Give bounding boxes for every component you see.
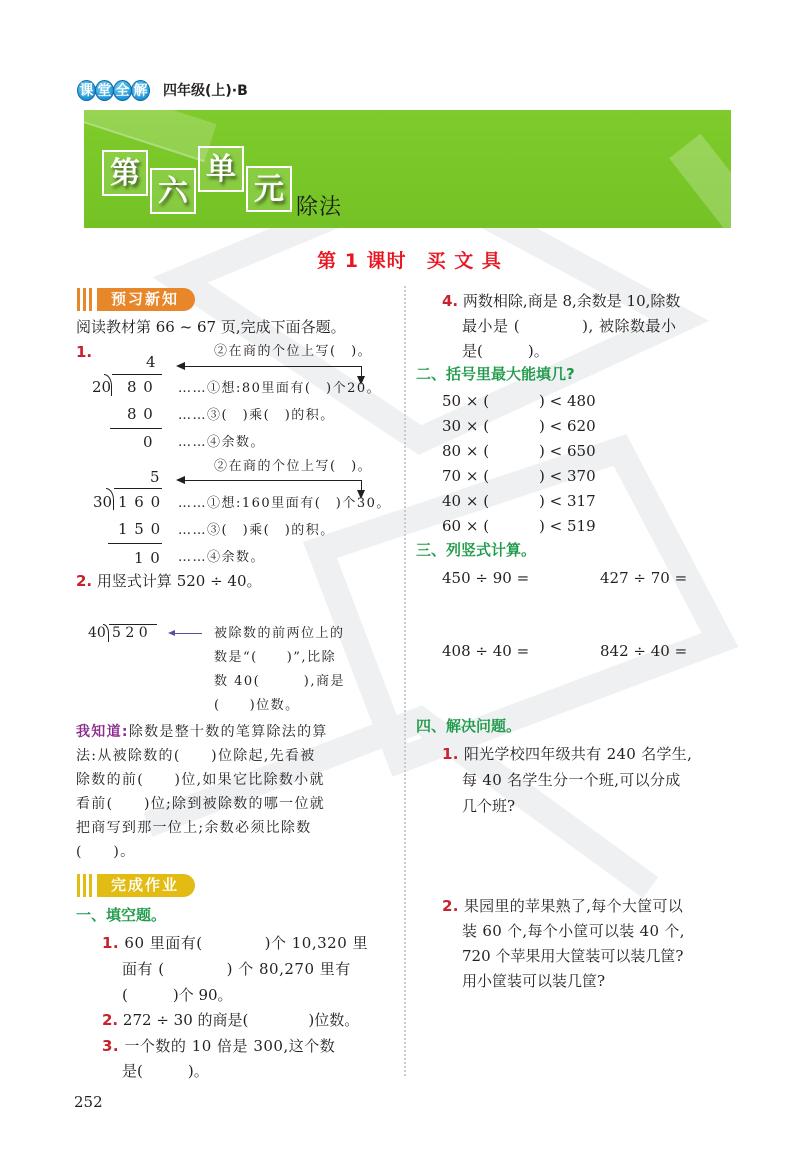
arrow-line <box>182 480 362 481</box>
step4-text: ……④余数。 <box>178 435 266 450</box>
fill-item-1 <box>102 930 368 956</box>
calc-item: 408 ÷ 40 = <box>442 642 530 660</box>
inequality-row <box>442 488 596 514</box>
product: 8 0 <box>127 405 154 423</box>
preview-intro: 阅读教材第 66 ~ 67 页,完成下面各题。 <box>76 318 346 336</box>
tag-label: 完成作业 <box>97 874 195 897</box>
question-text: 用竖式计算 520 ÷ 40。 <box>96 572 262 590</box>
step1-text: ……①想:160里面有( )个30。 <box>178 496 391 511</box>
calc-item: 842 ÷ 40 = <box>600 642 688 660</box>
step2-text: ②在商的个位上写( )。 <box>214 344 373 359</box>
step2-text: ②在商的个位上写( )。 <box>214 459 373 474</box>
tag-label: 预习新知 <box>97 288 195 311</box>
arrow-line <box>182 366 362 367</box>
know-block <box>76 720 328 864</box>
item-line: 60 里面有( )个 10,320 里 <box>124 934 369 952</box>
item-line: ( )个 90。 <box>122 986 233 1004</box>
fill-item-2 <box>102 1007 359 1033</box>
item-line: 装 60 个,每个小筐可以装 40 个, <box>462 922 685 940</box>
dividend: 5 2 0 <box>112 625 148 641</box>
inequality-row <box>442 388 596 414</box>
remainder: 1 0 <box>134 549 161 567</box>
item-number: 4. <box>442 292 459 310</box>
ineq-right: ) < 480 <box>539 392 596 410</box>
inequality-row <box>442 463 596 489</box>
divisor: 20 <box>92 378 112 396</box>
divisor: 30 <box>93 493 113 511</box>
q2-note-line: 被除数的前两位上的 <box>214 626 345 641</box>
step3-text: ……③( )乘( )的积。 <box>178 523 335 538</box>
logo-char: 解 <box>131 80 150 101</box>
item-line: 用小筐装可以装几筐? <box>462 972 606 990</box>
unit-char-cube: 元 <box>246 166 292 212</box>
item-line: 阳光学校四年级共有 240 名学生, <box>463 745 693 763</box>
unit-char-cube: 单 <box>198 146 244 192</box>
question-number: 1. <box>76 343 93 361</box>
item-line: 是( )。 <box>462 342 549 360</box>
subtraction-line <box>108 543 162 544</box>
calc-item: 450 ÷ 90 = <box>442 569 530 587</box>
unit-banner <box>84 110 731 228</box>
q2-note-line: 数是“( )”,比除 <box>214 650 337 665</box>
step3-text: ……③( )乘( )的积。 <box>178 408 335 423</box>
ineq-left: 80 × ( <box>442 442 490 460</box>
triangle-ruler-decoration <box>669 134 731 228</box>
section-title-vertical-calc: 三、列竖式计算。 <box>416 541 537 559</box>
arrow-line <box>172 633 202 634</box>
ineq-right: ) < 317 <box>539 492 596 510</box>
inequality-row <box>442 413 596 439</box>
ineq-left: 30 × ( <box>442 417 490 435</box>
item-line: 272 ÷ 30 的商是( )位数。 <box>122 1011 360 1029</box>
column-divider <box>404 286 406 1076</box>
series-logo <box>77 80 149 101</box>
arrow-left-icon <box>176 362 185 370</box>
inequality-row <box>442 438 596 464</box>
know-line: 把商写到那一位上;余数必须比除数 <box>76 820 312 836</box>
q2-note-line: ( )位数。 <box>214 698 300 713</box>
tag-bars-icon <box>77 874 92 897</box>
unit-char-cube: 六 <box>150 168 196 214</box>
unit-subtitle: 除法 <box>296 195 343 220</box>
fill-item-3 <box>102 1033 335 1059</box>
item-line: 果园里的苹果熟了,每个大筐可以 <box>463 897 684 915</box>
item-line: 是( )。 <box>122 1062 209 1080</box>
arrow-left-icon <box>168 630 175 636</box>
know-line: ( )。 <box>76 844 136 860</box>
grade-label: 四年级(上)·B <box>163 83 248 99</box>
logo-char: 堂 <box>95 80 114 101</box>
calc-item: 427 ÷ 70 = <box>600 569 688 587</box>
ineq-right: ) < 650 <box>539 442 596 460</box>
logo-char: 全 <box>113 80 132 101</box>
quotient: 5 <box>150 468 160 486</box>
ineq-right: ) < 620 <box>539 417 596 435</box>
know-line: 看前( )位;除到被除数的哪一位就 <box>76 796 326 812</box>
fill-item-4 <box>442 288 680 314</box>
item-line: 一个数的 10 倍是 300,这个数 <box>124 1037 336 1055</box>
arrow-left-icon <box>176 476 185 484</box>
item-number: 3. <box>102 1037 120 1055</box>
know-line: 法:从被除数的( )位除起,先看被 <box>76 748 316 764</box>
section-tag-preview <box>77 288 195 311</box>
item-number: 1. <box>442 745 459 763</box>
item-line: 几个班? <box>462 797 516 815</box>
logo-char: 课 <box>77 80 96 101</box>
know-line: 除数是整十数的笔算除法的算 <box>128 724 328 740</box>
unit-char-cube: 第 <box>102 150 148 196</box>
ineq-left: 60 × ( <box>442 517 490 535</box>
know-line: 除数的前( )位,如果它比除数小就 <box>76 772 325 788</box>
tag-bars-icon <box>77 288 92 311</box>
ineq-right: ) < 519 <box>539 517 596 535</box>
section-title-fill-blank: 一、填空题。 <box>76 906 167 924</box>
item-number: 1. <box>102 934 120 952</box>
ineq-left: 50 × ( <box>442 392 490 410</box>
item-line: 面有 ( ) 个 80,270 里有 <box>122 960 351 978</box>
inequality-row <box>442 513 596 539</box>
divisor: 40 <box>88 625 106 641</box>
dividend: 8 0 <box>127 378 154 396</box>
section-title-max-fill: 二、括号里最大能填几? <box>416 365 575 383</box>
step1-text: ……①想:80里面有( )个20。 <box>178 381 382 396</box>
item-line: 最小是 ( ), 被除数最小 <box>462 317 677 335</box>
subtraction-line <box>110 428 162 429</box>
word-problem-2 <box>442 893 683 919</box>
step4-text: ……④余数。 <box>178 550 266 565</box>
ineq-right: ) < 370 <box>539 467 596 485</box>
section-tag-homework <box>77 874 195 897</box>
item-line: 720 个苹果用大筐装可以装几筐? <box>462 947 684 965</box>
q2-note-line: 数 40( ),商是 <box>214 674 345 689</box>
remainder: 0 <box>143 433 153 451</box>
ineq-left: 40 × ( <box>442 492 490 510</box>
product: 1 5 0 <box>118 520 162 538</box>
word-problem-1 <box>442 741 692 767</box>
lesson-title: 第 1 课时 买 文 具 <box>317 250 502 272</box>
question-number: 2. <box>76 572 93 590</box>
item-line: 两数相除,商是 8,余数是 10,除数 <box>462 292 681 310</box>
know-label: 我知道: <box>76 724 129 740</box>
dividend: 1 6 0 <box>118 493 162 511</box>
item-number: 2. <box>102 1011 119 1029</box>
question-2 <box>76 568 262 594</box>
item-line: 每 40 名学生分一个班,可以分成 <box>462 771 681 789</box>
section-title-word-problems: 四、解决问题。 <box>416 717 522 735</box>
division-bracket <box>103 624 109 642</box>
quotient: 4 <box>146 353 156 371</box>
ineq-left: 70 × ( <box>442 467 490 485</box>
page-number: 252 <box>74 1093 103 1111</box>
item-number: 2. <box>442 897 459 915</box>
